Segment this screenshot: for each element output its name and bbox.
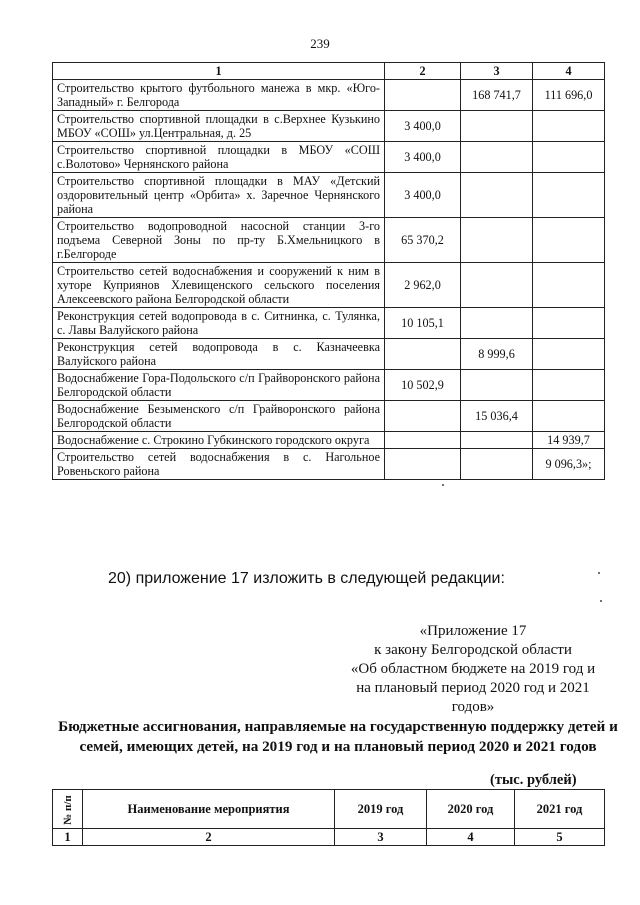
objects-table-description: Строительство крытого футбольного манежа в мкр. «Юго-Западный» г. Белгорода bbox=[53, 80, 385, 111]
objects-table-value-2021: 9 096,3»; bbox=[533, 449, 605, 480]
objects-table bbox=[52, 62, 605, 480]
support-table-index-cell: 4 bbox=[427, 829, 515, 846]
objects-table-value-2020 bbox=[461, 218, 533, 263]
page-number: 239 bbox=[310, 36, 330, 51]
objects-table-value-2021 bbox=[533, 111, 605, 142]
objects-table-header-2: 2 bbox=[385, 63, 461, 80]
objects-table-value-2019: 2 962,0 bbox=[385, 263, 461, 308]
objects-table-value-2020 bbox=[461, 432, 533, 449]
objects-table-value-2019 bbox=[385, 449, 461, 480]
objects-table-value-2021 bbox=[533, 142, 605, 173]
objects-table-value-2019 bbox=[385, 80, 461, 111]
appendix-header bbox=[338, 622, 608, 717]
objects-table-header-row bbox=[53, 63, 605, 80]
objects-table-row bbox=[53, 173, 605, 218]
objects-table-value-2019 bbox=[385, 339, 461, 370]
support-table-header-2019: 2019 год bbox=[335, 790, 427, 829]
objects-table-description: Строительство спортивной площадки в МБОУ «СОШ с.Волотово» Чернянского района bbox=[53, 142, 385, 173]
support-table-index-cell: 3 bbox=[335, 829, 427, 846]
objects-table-value-2021 bbox=[533, 263, 605, 308]
objects-table-value-2021 bbox=[533, 370, 605, 401]
objects-table-description: Строительство сетей водоснабжения и сооружений к ним в хуторе Куприянов Хлевищенского сельского поселения Алексеевского района Белгородской области bbox=[53, 263, 385, 308]
scan-speck bbox=[600, 600, 602, 602]
objects-table-value-2021 bbox=[533, 401, 605, 432]
support-table-index-cell: 1 bbox=[53, 829, 83, 846]
objects-table-value-2019: 65 370,2 bbox=[385, 218, 461, 263]
appendix-line: годов» bbox=[451, 699, 495, 715]
support-table-header-name: Наименование мероприятия bbox=[83, 790, 335, 829]
objects-table-value-2019: 3 400,0 bbox=[385, 142, 461, 173]
objects-table-row bbox=[53, 401, 605, 432]
support-table-header-2021: 2021 год bbox=[515, 790, 605, 829]
objects-table-row bbox=[53, 218, 605, 263]
objects-table-value-2021 bbox=[533, 218, 605, 263]
objects-table-value-2020: 8 999,6 bbox=[461, 339, 533, 370]
objects-table-value-2019: 10 105,1 bbox=[385, 308, 461, 339]
objects-table-value-2020 bbox=[461, 173, 533, 218]
support-table-header-2020: 2020 год bbox=[427, 790, 515, 829]
support-table-header-row bbox=[53, 790, 605, 829]
objects-table-description: Строительство спортивной площадки в МАУ «Детский оздоровительный центр «Орбита» х. Заречное Чернянского района bbox=[53, 173, 385, 218]
objects-table-row bbox=[53, 111, 605, 142]
objects-table-row bbox=[53, 263, 605, 308]
objects-table-description: Реконструкция сетей водопровода в с. Ситнинка, с. Тулянка, с. Лавы Валуйского района bbox=[53, 308, 385, 339]
objects-table-row bbox=[53, 142, 605, 173]
objects-table-value-2019: 3 400,0 bbox=[385, 173, 461, 218]
support-table-index-cell: 5 bbox=[515, 829, 605, 846]
objects-table-value-2020 bbox=[461, 449, 533, 480]
appendix-line: к закону Белгородской области bbox=[374, 642, 572, 658]
objects-table-value-2019: 3 400,0 bbox=[385, 111, 461, 142]
scan-speck bbox=[442, 484, 444, 486]
objects-table-row bbox=[53, 339, 605, 370]
objects-table-value-2020 bbox=[461, 370, 533, 401]
objects-table-value-2021: 111 696,0 bbox=[533, 80, 605, 111]
support-table-header-num bbox=[53, 790, 83, 829]
objects-table-value-2020 bbox=[461, 111, 533, 142]
objects-table-value-2021 bbox=[533, 339, 605, 370]
objects-table-value-2019 bbox=[385, 432, 461, 449]
objects-table-description: Водоснабжение Гора-Подольского с/п Грайворонского района Белгородской области bbox=[53, 370, 385, 401]
amendment-text: 20) приложение 17 изложить в следующей редакции: bbox=[108, 570, 505, 587]
objects-table-description: Строительство водопроводной насосной станции 3-го подъема Северной Зоны по пр-ту Б.Хмельницкого в г.Белгороде bbox=[53, 218, 385, 263]
objects-table-header-3: 3 bbox=[461, 63, 533, 80]
objects-table-value-2019 bbox=[385, 401, 461, 432]
objects-table-description: Строительство сетей водоснабжения в с. Нагольное Ровеньского района bbox=[53, 449, 385, 480]
objects-table-description: Водоснабжение Безыменского с/п Грайворонского района Белгородской области bbox=[53, 401, 385, 432]
objects-table-value-2021 bbox=[533, 308, 605, 339]
section-title: Бюджетные ассигнования, направляемые на государственную поддержку детей и семей, имеющих детей, на 2019 год и на плановый период 2020 и 2021 годов bbox=[58, 718, 618, 755]
objects-table-row bbox=[53, 80, 605, 111]
objects-table-header-4: 4 bbox=[533, 63, 605, 80]
objects-table-row bbox=[53, 370, 605, 401]
objects-table-row bbox=[53, 308, 605, 339]
support-table-index-row bbox=[53, 829, 605, 846]
objects-table-value-2020 bbox=[461, 142, 533, 173]
objects-table-description: Водоснабжение с. Строкино Губкинского городского округа bbox=[53, 432, 385, 449]
appendix-line: «Приложение 17 bbox=[419, 623, 527, 639]
objects-table-value-2020: 168 741,7 bbox=[461, 80, 533, 111]
objects-table-value-2020: 15 036,4 bbox=[461, 401, 533, 432]
support-table-index-cell: 2 bbox=[83, 829, 335, 846]
objects-table-value-2021: 14 939,7 bbox=[533, 432, 605, 449]
objects-table-value-2021 bbox=[533, 173, 605, 218]
scan-speck bbox=[598, 572, 600, 574]
objects-table-description: Строительство спортивной площадки в с.Верхнее Кузькино МБОУ «СОШ» ул.Центральная, д. 25 bbox=[53, 111, 385, 142]
objects-table-header-1: 1 bbox=[53, 63, 385, 80]
objects-table-value-2019: 10 502,9 bbox=[385, 370, 461, 401]
appendix-line: на плановый период 2020 год и 2021 bbox=[356, 680, 590, 696]
units-label: (тыс. рублей) bbox=[490, 772, 577, 788]
objects-table-row bbox=[53, 432, 605, 449]
objects-table-description: Реконструкция сетей водопровода в с. Казначеевка Валуйского района bbox=[53, 339, 385, 370]
objects-table-row bbox=[53, 449, 605, 480]
objects-table-value-2020 bbox=[461, 263, 533, 308]
objects-table-value-2020 bbox=[461, 308, 533, 339]
support-table bbox=[52, 789, 605, 846]
support-table-header-num-text: № п/п bbox=[61, 794, 74, 825]
appendix-line: «Об областном бюджете на 2019 год и bbox=[350, 661, 596, 677]
